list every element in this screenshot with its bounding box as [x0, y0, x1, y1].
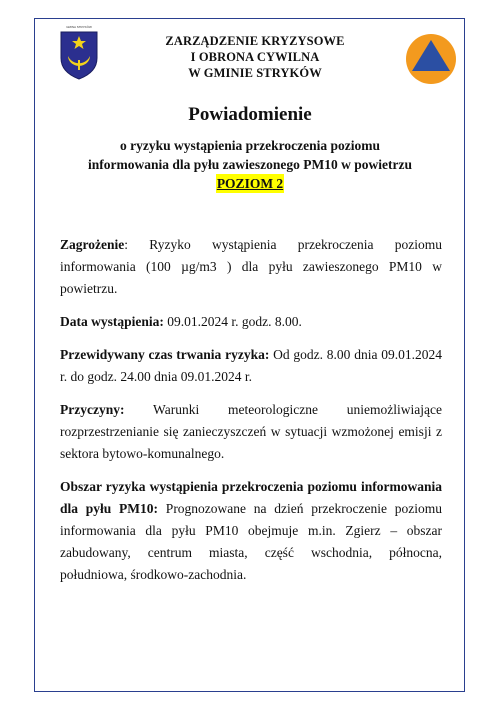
duration-label: Przewidywany czas trwania ryzyka:	[60, 347, 270, 362]
header-line: ZARZĄDZENIE KRYZYSOWE	[165, 34, 345, 48]
crest-caption: GMINA STRYKÓW	[66, 25, 92, 29]
subtitle-line: informowania dla pyłu zawieszonego PM10 w powietrzu	[88, 157, 412, 172]
document-title: Powiadomienie	[188, 104, 312, 125]
date-label: Data wystąpienia:	[60, 314, 164, 329]
date-text: 09.01.2024 r. godz. 8.00.	[163, 314, 302, 329]
document-subtitle	[50, 136, 450, 193]
subtitle-line: o ryzyku wystąpienia przekroczenia poziomu	[120, 138, 380, 153]
alert-level-badge: POZIOM 2	[216, 176, 284, 191]
issuer-header	[110, 33, 400, 81]
header-line: W GMINIE STRYKÓW	[188, 66, 322, 80]
causes-paragraph	[60, 399, 442, 465]
causes-label: Przyczyny:	[60, 402, 125, 417]
area-paragraph	[60, 476, 442, 586]
date-paragraph	[60, 311, 442, 333]
threat-text: : Ryzyko wystąpienia przekroczenia poziomu informowania (100 µg/m3 ) dla pyłu zawieszonego PM10 w powietrzu.	[60, 237, 442, 296]
notice-body	[60, 234, 442, 597]
area-text: Prognozowane na dzień przekroczenie poziomu informowania dla pyłu PM10 obejmuje m.in. Zgierz – obszar zabudowany, centrum miasta, część wschodnia, północna, południowa, środkowo-zachodnia.	[60, 501, 442, 582]
strykow-coat-of-arms-icon	[59, 30, 99, 80]
header-line: I OBRONA CYWILNA	[190, 50, 320, 64]
duration-paragraph	[60, 344, 442, 388]
area-label: Obszar ryzyka wystąpienia przekroczenia poziomu informowania dla pyłu PM10:	[60, 479, 442, 516]
civil-defense-logo-icon	[405, 33, 457, 85]
causes-text: Warunki meteorologiczne uniemożliwiające rozprzestrzenianie się zanieczyszczeń w sytuacji wzmożonej emisji z sektora bytowo-komunalnego.	[60, 402, 442, 461]
threat-paragraph	[60, 234, 442, 300]
threat-label: Zagrożenie	[60, 237, 125, 252]
duration-text: Od godz. 8.00 dnia 09.01.2024 r. do godz. 24.00 dnia 09.01.2024 r.	[60, 347, 442, 384]
